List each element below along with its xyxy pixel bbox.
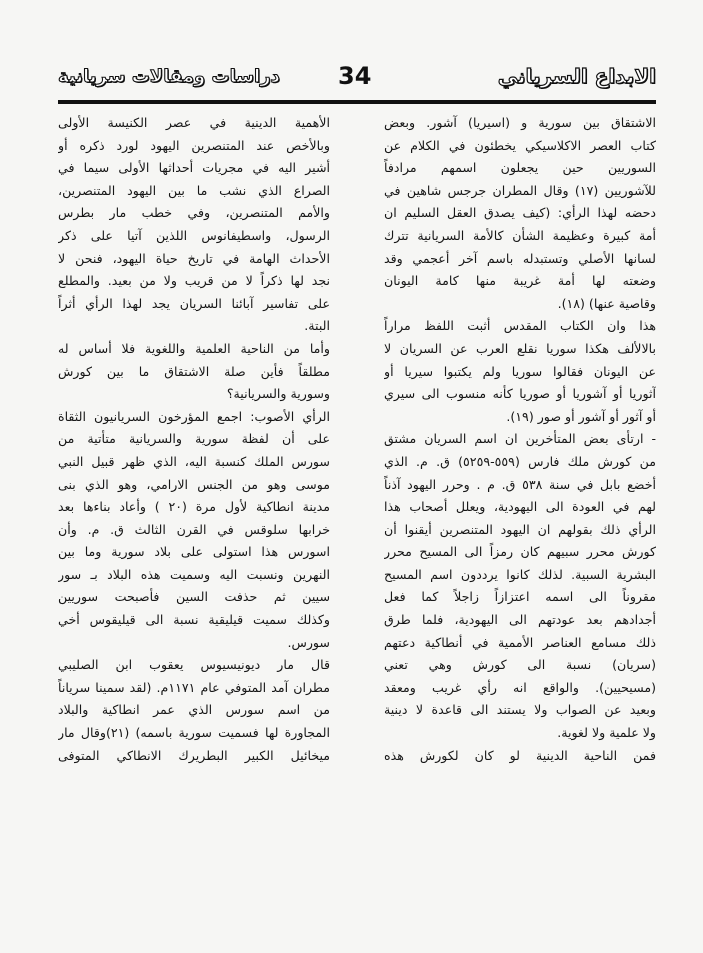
text-line: قال مار ديونيسيوس يعقوب ابن الصليبي <box>58 657 330 673</box>
section-title: دراسات ومقالات سريانية <box>58 66 280 87</box>
text-line: عن اليونان فقالوا سوريا ولم يكتبوا سيريا أو <box>384 363 656 379</box>
text-line: الصراع الذي نشب ما بين اليهود المتنصرين، <box>58 182 330 198</box>
text-line: أو آثور أو آشور أو صور (١٩). <box>506 408 656 424</box>
text-line: - ارتأى بعض المتأخرين ان اسم السريان مشتق <box>384 431 656 447</box>
text-line: وبعيد عن الصواب ولا يستند الى قاعدة لا دينية <box>384 702 656 718</box>
left-column <box>58 112 330 767</box>
text-line: من اسم سورس الذي عمر انطاكية والبلاد <box>58 702 330 718</box>
text-line: أشير اليه في مجريات أحداثها الأولى سيما في <box>58 160 330 176</box>
text-line: لسانها الأصلي وتستبدله باسم آخر أعجمي وقد <box>384 250 656 266</box>
text-line: نجد لها ذكراً لا من قريب ولا من بعيد. والمطلع <box>58 273 330 289</box>
text-line: الأهمية الدينية في عصر الكنيسة الأولى <box>58 115 330 130</box>
text-line: وأما من الناحية العلمية واللغوية فلا أساس له <box>58 340 330 356</box>
text-line: الرأي ذلك بقولهم ان اليهود المتنصرين أيقنوا أن <box>384 521 656 537</box>
text-line: (سريان) نسبة الى كورش وهي تعني <box>384 657 656 673</box>
text-line: للآشوريين (١٧) وقال المطران جرجس شاهين في <box>384 182 656 198</box>
text-line: الرأي الأصوب: اجمع المؤرخون السريانيون الثقاة <box>58 408 330 424</box>
text-line: الأحداث الهامة في تاريخ حياة اليهود، فنحن لا <box>58 250 330 266</box>
text-line: خرابها سلوقس في القرن الثالث ق. م. وأن <box>58 521 330 537</box>
text-line: الرسول، واسطيفانوس اللذين آتيا على ذكر <box>58 227 330 243</box>
text-line: من كورش ملك فارس (٥٥٩-٥٢٥٩) ق. م. الذي <box>384 453 656 469</box>
text-line: وقاصية عنها) (١٨). <box>557 295 656 311</box>
text-line: موسى وهو من الجنس الارامي، وهو الذي بنى <box>58 476 330 492</box>
text-line: دحضه لهذا الرأي: (كيف يصدق العقل السليم ان <box>384 205 656 221</box>
text-line: لهم في العودة الى اليهودية، ويعلل أصحاب هذا <box>384 499 656 515</box>
text-line: كتاب العصر الاكلاسيكي يخطئون في الكلام عن <box>384 137 656 153</box>
text-line: مدينة انطاكية لأول مرة (٢٠ ) وأعاد بناءها بعد <box>58 499 330 515</box>
text-line: أمة كبيرة وعظيمة الشأن كالأمة السريانية تترك <box>384 227 656 243</box>
text-line: البشرية السبية. لذلك كانوا يرددون اسم المسيح <box>384 566 656 582</box>
text-line: مطران آمد المتوفي عام ١١٧١م. (لقد سمينا سرياناً <box>58 679 330 695</box>
text-line: فمن الناحية الدينية لو كان لكورش هذه <box>384 747 656 763</box>
header-rule <box>58 100 656 104</box>
text-line: ذلك مسامع العناصر الأممية في أنطاكية دعتهم <box>384 634 656 650</box>
text-line: السوريين حين يجعلون اسمهم مرادفاً <box>384 160 656 176</box>
text-line: وسورية والسريانية؟ <box>226 386 330 402</box>
text-line: على أن لفظة سورية والسريانية متأتية من <box>58 431 330 447</box>
page-number: 34 <box>338 62 372 90</box>
text-line: اسورس هذا استولى على بلاد سورية وما بين <box>58 544 330 560</box>
text-line: والأمم المتنصرين، وفي خطب مار بطرس <box>58 205 330 221</box>
text-line: النهرين ونسبت اليه وسميت هذه البلاد بـ سور <box>58 566 330 582</box>
text-line: كورش محرر سبيهم كان رمزاً الى المسيح محرر <box>384 544 656 560</box>
text-line: مقروناً الى اسمه اعتزازاً زاجلاً كما فعل <box>384 589 656 605</box>
text-line: ولا علمية ولا لغوية. <box>557 725 656 741</box>
page-header <box>58 60 656 100</box>
text-line: البتة. <box>304 318 330 334</box>
text-line: الاشتقاق بين سورية و (اسيريا) آشور. وبعض <box>384 115 656 130</box>
text-line: أخضع بابل في سنة ٥٣٨ ق. م . وحرر اليهود آذناً <box>384 476 656 492</box>
right-column <box>384 112 656 767</box>
text-line: (مسيحيين). والواقع انه رأي غريب ومعقد <box>384 679 656 695</box>
text-line: سورس الملك كنسبة اليه، الذي ظهر قبيل النبي <box>58 453 330 469</box>
text-line: على تفاسير آبائنا السريان يجد لهذا الرأي أثراً <box>58 295 330 311</box>
text-line: سورس. <box>287 634 330 650</box>
text-line: وبالأخص عند المتنصرين اليهود لورد ذكره أو <box>58 137 330 153</box>
text-line: وضعته لها أمة غريبة منها كامة اليونان <box>384 273 656 289</box>
text-line: سيين ثم حذفت السين فأصبحت سوريين <box>58 589 330 605</box>
magazine-title: الابداع السرياني <box>497 64 656 88</box>
text-line: مطلقاً فأين صلة الاشتقاق ما بين كورش <box>58 363 330 379</box>
text-line: ميخائيل الكبير البطريرك الانطاكي المتوفى <box>58 747 330 763</box>
text-line: آثوريا أو آشوريا أو صوريا كأنه منسوب الى سيري <box>384 386 656 402</box>
text-line: وكذلك سميت قيليقية نسبة الى قيليقوس أخي <box>58 612 330 628</box>
text-line: أجدادهم بعد عودتهم الى اليهودية، فلما طرق <box>384 612 656 628</box>
text-line: بالالألف هكذا سوريا نقلع العرب عن السريان لا <box>384 340 656 356</box>
text-line: هذا وان الكتاب المقدس أثبت اللفظ مراراً <box>384 318 656 334</box>
text-line: المجاورة لها فسميت سورية باسمه) (٢١)وقال مار <box>58 725 330 741</box>
